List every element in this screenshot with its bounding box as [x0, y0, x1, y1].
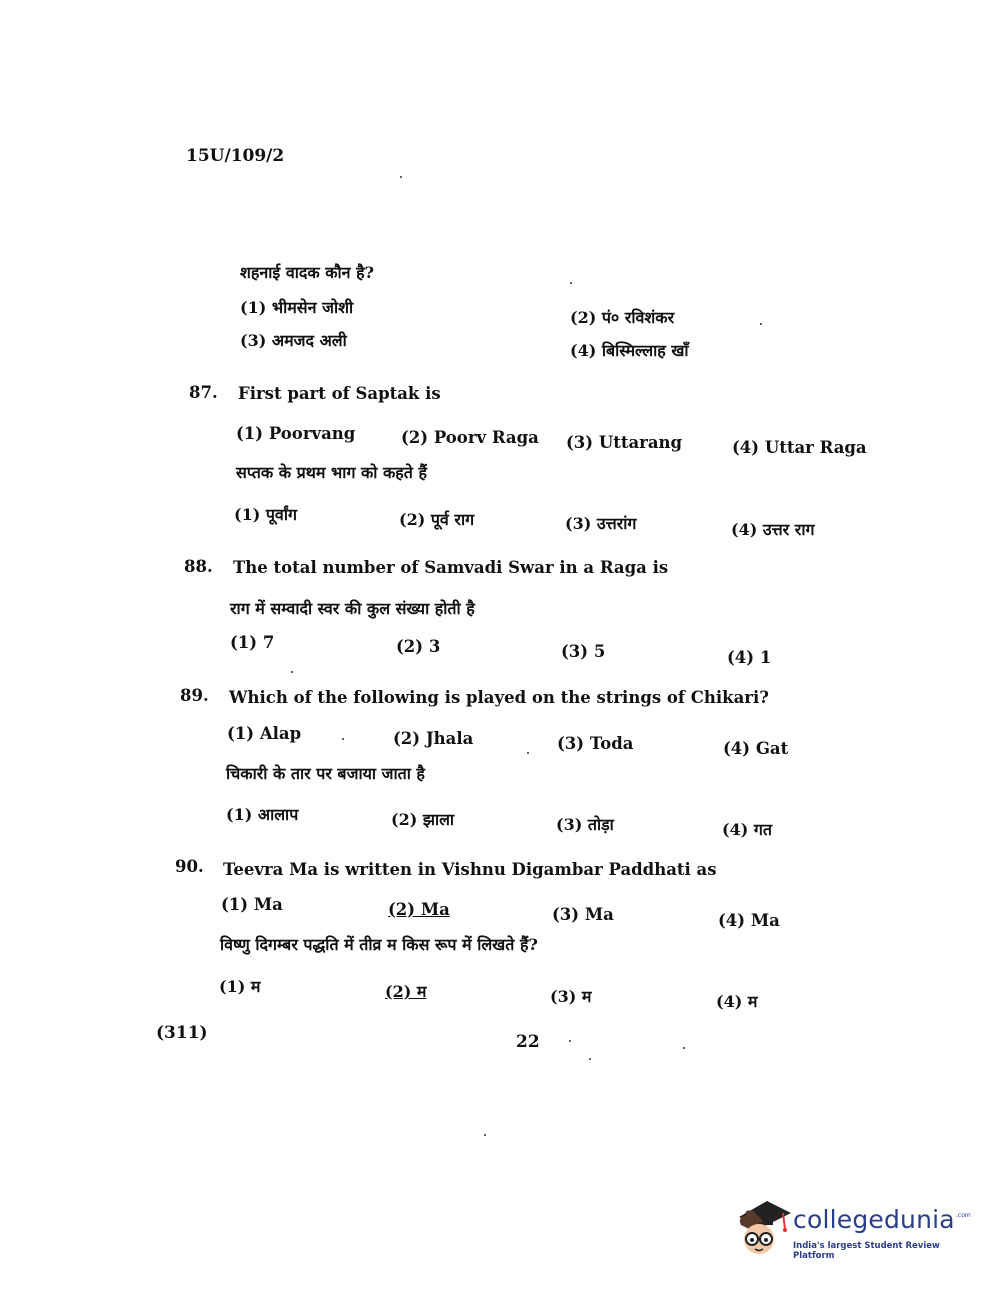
- q88-question-hindi: राग में सम्वादी स्वर की कुल संख्या होती है: [230, 599, 475, 618]
- graduate-mascot-icon: [733, 1195, 791, 1259]
- q88-number: 88.: [184, 557, 213, 576]
- q89-option-3-english: (3) Toda: [557, 734, 634, 753]
- brand-name: collegedunia: [793, 1205, 955, 1234]
- q87-option-4-hindi: (4) उत्तर राग: [731, 520, 815, 539]
- q88-question-english: The total number of Samvadi Swar in a Raga is: [233, 558, 669, 577]
- q89-option-1-hindi: (1) आलाप: [226, 805, 299, 824]
- q89-option-3-hindi: (3) तोड़ा: [556, 815, 614, 834]
- q90-question-english: Teevra Ma is written in Vishnu Digambar Paddhati as: [223, 860, 717, 879]
- scan-speck: [484, 1134, 486, 1136]
- scan-speck: [569, 1040, 571, 1042]
- q89-option-1-english: (1) Alap: [227, 724, 302, 743]
- q89-question-hindi: चिकारी के तार पर बजाया जाता है: [226, 764, 425, 783]
- q89-option-2-english: (2) Jhala: [393, 729, 474, 748]
- q87-number: 87.: [189, 383, 218, 402]
- scan-speck: [527, 752, 529, 754]
- q86-option-4: (4) बिस्मिल्लाह खाँ: [570, 341, 689, 360]
- page-number: 22: [516, 1032, 540, 1052]
- q87-option-2-english: (2) Poorv Raga: [401, 428, 539, 447]
- scan-speck: [291, 671, 293, 673]
- scan-speck: [683, 1047, 685, 1049]
- q90-option-4-english: (4) Ma: [718, 911, 780, 930]
- q86-option-1: (1) भीमसेन जोशी: [240, 298, 354, 317]
- q89-number: 89.: [180, 686, 209, 705]
- q87-option-3-hindi: (3) उत्तरांग: [565, 514, 637, 533]
- q87-option-3-english: (3) Uttarang: [566, 433, 683, 452]
- q90-number: 90.: [175, 857, 204, 876]
- scan-speck: [760, 323, 762, 325]
- q87-option-4-english: (4) Uttar Raga: [732, 438, 867, 457]
- scan-speck: [400, 176, 402, 178]
- q90-option-1-english: [221, 895, 283, 914]
- q88-option-3: (3) 5: [561, 642, 606, 661]
- paper-code: 15U/109/2: [186, 146, 285, 166]
- q90-option-1-english-text: (1) Ma: [221, 895, 283, 914]
- q90-option-1-hindi: (1) म: [219, 977, 261, 996]
- q90-option-2-english: (2) Ma: [388, 900, 450, 919]
- q89-option-4-english: (4) Gat: [723, 739, 789, 758]
- q87-question-hindi: सप्तक के प्रथम भाग को कहते हैं: [236, 463, 427, 482]
- q88-option-1: (1) 7: [230, 633, 275, 652]
- q87-question-english: First part of Saptak is: [238, 384, 441, 403]
- q87-option-1-hindi: (1) पूर्वांग: [234, 505, 297, 524]
- brand-domain: .com: [956, 1212, 971, 1219]
- scan-speck: [342, 738, 344, 740]
- scan-speck: [589, 1058, 591, 1060]
- q86-option-3: (3) अमजद अली: [240, 331, 347, 350]
- q90-option-4-hindi: (4) म: [716, 992, 758, 1011]
- collegedunia-watermark: [733, 1195, 971, 1265]
- q89-option-2-hindi: (2) झाला: [391, 810, 455, 829]
- q86-option-2: (2) पं० रविशंकर: [570, 308, 675, 327]
- q86-question-hindi: शहनाई वादक कौन है?: [240, 263, 374, 282]
- scan-speck: [570, 282, 572, 284]
- brand-tagline: India's largest Student Review Platform: [793, 1241, 940, 1261]
- q89-option-4-hindi: (4) गत: [722, 820, 772, 839]
- q87-option-2-hindi: (2) पूर्व राग: [399, 510, 475, 529]
- q87-option-1-english: (1) Poorvang: [236, 424, 356, 443]
- q90-option-2-hindi: (2) म: [385, 982, 427, 1001]
- q90-option-3-english: (3) Ma: [552, 905, 614, 924]
- q89-question-english: Which of the following is played on the strings of Chikari?: [229, 688, 769, 707]
- footer-code: (311): [156, 1023, 208, 1043]
- q88-option-2: (2) 3: [396, 637, 441, 656]
- q88-option-4: (4) 1: [727, 648, 772, 667]
- q90-option-3-hindi: (3) म: [550, 987, 592, 1006]
- q90-question-hindi: विष्णु दिगम्बर पद्धति में तीव्र म किस रूप में लिखते हैं?: [220, 935, 538, 954]
